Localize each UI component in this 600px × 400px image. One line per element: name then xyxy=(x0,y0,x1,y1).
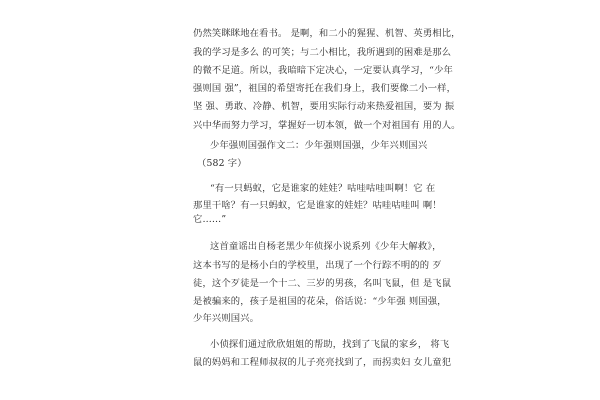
paragraph-1-line: 仍然笑眯眯地在看书。 是啊，和二小的猩猩、机智、英勇相比， xyxy=(193,28,461,39)
paragraph-2-line: 它……” xyxy=(193,214,227,225)
paragraph-3-line: 这本书写的是杨小白的学校里，出现了一个行踪不明的的 歹 xyxy=(193,260,442,271)
paragraph-3-line: 徒，这个歹徒是一个十二、三岁的男孩，名叫飞鼠，但 是飞鼠 xyxy=(193,278,452,289)
paragraph-3-line: 少年兴则国兴。 xyxy=(193,313,260,324)
paragraph-4-line: 鼠的妈妈和工程师叔叔的儿子亮亮找到了，而拐卖妇 女儿童犯 xyxy=(193,357,452,368)
paragraph-1-line: 坚 强、勇敢、冷静、机智，要用实际行动来热爱祖国，要为 振 xyxy=(193,101,455,112)
paragraph-2-line: 那里干啥？有一只蚂蚁，它是谁家的娃娃？咕哇咕哇叫 啊！ xyxy=(193,200,442,211)
word-count: （582 字） xyxy=(197,158,247,169)
paragraph-1-line: 强则国 强”，祖国的希望寄托在我们身上，我们要像二小一样， xyxy=(193,83,457,94)
paragraph-1-line: 的微不足道。所以，我暗暗下定决心，一定要认真学习，“少年 xyxy=(193,65,453,76)
paragraph-2-line: “有一只蚂蚁，它是谁家的娃娃？咕哇咕哇叫啊！它 在 xyxy=(210,183,436,194)
paragraph-1-line: 我的学习是多么 的可笑；与二小相比，我所遇到的困难是那么 xyxy=(193,47,452,58)
paragraph-3-line: 这首童谣出自杨老黑少年侦探小说系列《少年大解救》， xyxy=(210,241,442,252)
essay-title: 少年强则国强作文二：少年强则国强，少年兴则国兴 xyxy=(210,140,428,151)
paragraph-4-line: 小侦探们通过欣欣姐姐的帮助，找到了飞鼠的家乡， 将飞 xyxy=(210,339,450,350)
paragraph-1-line: 兴中华而努力学习，掌握好一切本领，做一个对祖国有 用的人。 xyxy=(193,120,461,131)
paragraph-3-line: 是被骗来的，孩子是祖国的花朵，俗话说：“少年强 则国强， xyxy=(193,296,447,307)
